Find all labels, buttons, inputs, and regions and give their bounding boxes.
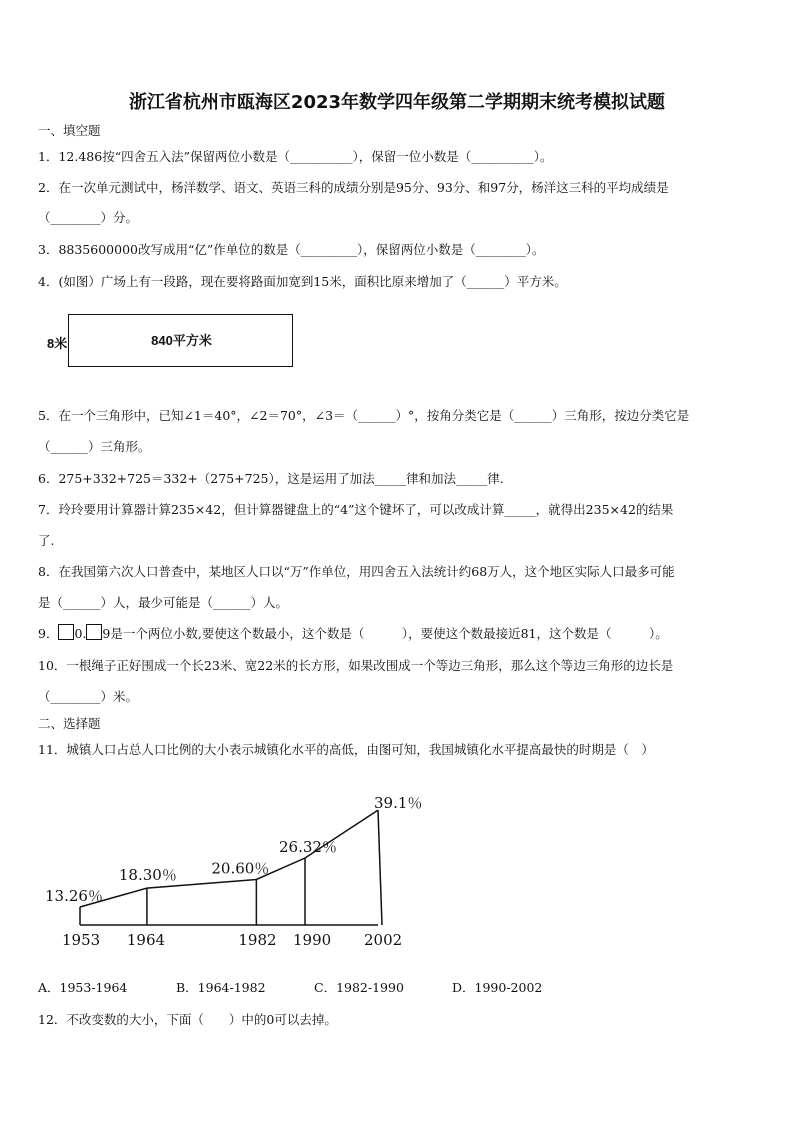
option-c: C．1982-1990: [314, 980, 404, 995]
x-tick-label: 1964: [126, 931, 166, 949]
road-rectangle-figure: [68, 314, 293, 367]
question-9-decimal: 0.: [74, 626, 87, 641]
question-12: 12．不改变数的大小，下面（ ）中的0可以去掉。: [38, 1012, 337, 1027]
question-4: 4．(如图）广场上有一段路，现在要将路面加宽到15米，面积比原来增加了（______）平方米。: [38, 274, 567, 289]
figure-area-label: 840平方米: [151, 333, 212, 348]
x-tick-label: 1982: [238, 931, 277, 949]
question-8-line1: 8．在我国第六次人口普查中，某地区人口以“万”作单位，用四舍五入法统计约68万人，这个地区实际人口最多可能: [38, 564, 675, 579]
question-9: [38, 624, 668, 642]
question-3: 3．8835600000改写成用“亿”作单位的数是（_________），保留两位小数是（________）。: [38, 242, 545, 257]
data-label: 26.32％: [279, 838, 337, 857]
section-multiple-choice: 二、选择题: [38, 716, 101, 731]
page-title: 浙江省杭州市瓯海区2023年数学四年级第二学期期末统考模拟试题: [128, 92, 666, 113]
digit-box: [86, 624, 102, 640]
question-9-rest: 9是一个两位小数,要使这个数最小，这个数是（ ），要使这个数最接近81，这个数是（ ）。: [102, 626, 668, 641]
option-b: B．1964-1982: [176, 980, 266, 995]
x-tick-label: 1990: [293, 931, 332, 949]
question-6: 6．275+332+725＝332+（275+725），这是运用了加法_____律和加法_____律.: [38, 471, 504, 486]
option-a: A．1953-1964: [38, 980, 128, 995]
question-11: 11．城镇人口占总人口比例的大小表示城镇化水平的高低，由图可知，我国城镇化水平提高最快的时期是（ ）: [38, 742, 654, 757]
digit-box: [58, 624, 74, 640]
question-2-line1: 2．在一次单元测试中，杨洋数学、语文、英语三科的成绩分别是95分、93分、和97分，杨洋这三科的平均成绩是: [38, 180, 669, 195]
data-label: 13.26％: [45, 887, 103, 905]
urbanization-chart: [30, 780, 450, 960]
section-fill-blank: 一、填空题: [38, 123, 101, 138]
question-5-line1: 5．在一个三角形中，已知∠1＝40°，∠2＝70°，∠3＝（______）°，按角分类它是（______）三角形，按边分类它是: [38, 408, 690, 423]
data-label: 20.60％: [211, 859, 270, 878]
option-d: D．1990-2002: [452, 980, 543, 995]
question-7-line1: 7．玲玲要用计算器计算235×42，但计算器键盘上的“4”这个键坏了，可以改成计算_____，就得出235×42的结果: [38, 502, 674, 517]
chart-vertical-2002: [378, 810, 382, 925]
x-tick-label: 2002: [364, 931, 403, 949]
data-label: 18.30％: [118, 866, 177, 885]
question-1: 1．12.486按“四舍五入法”保留两位小数是（__________），保留一位小数是（__________）。: [38, 149, 553, 164]
question-10-line2: （________）米。: [38, 689, 139, 704]
question-7-line2: 了.: [38, 533, 55, 548]
x-tick-label: 1953: [62, 931, 101, 949]
figure-side-label: 8米: [47, 336, 68, 351]
question-2-line2: （________）分。: [38, 210, 139, 225]
question-9-number: 9．: [38, 626, 59, 641]
question-5-line2: （______）三角形。: [38, 439, 151, 454]
data-label: 39.1％: [374, 794, 423, 813]
question-10-line1: 10．一根绳子正好围成一个长23米、宽22米的长方形，如果改围成一个等边三角形，那么这个等边三角形的边长是: [38, 658, 674, 673]
question-8-line2: 是（______）人，最少可能是（______）人。: [38, 595, 289, 610]
